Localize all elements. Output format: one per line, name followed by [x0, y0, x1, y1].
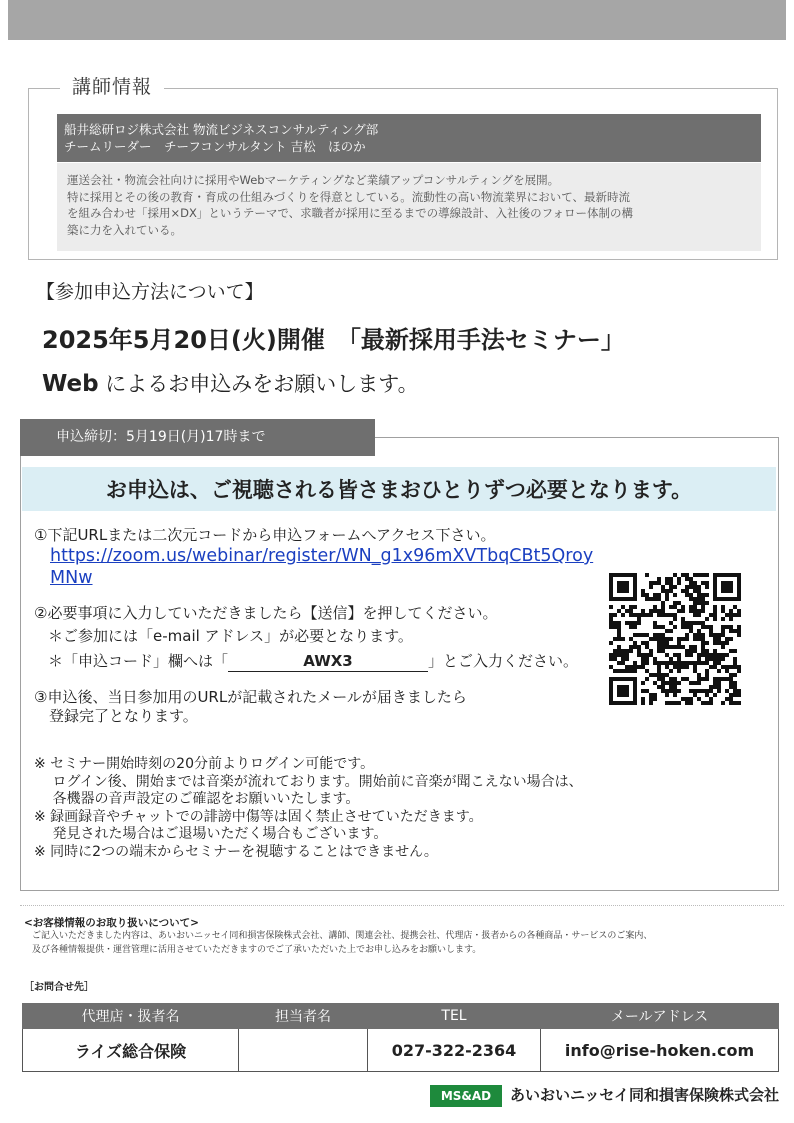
apply-heading: 【参加申込方法について】 — [36, 281, 264, 303]
instructor-title-wrap — [60, 72, 164, 102]
notice-text: お申込は、ご視聴される皆さまおひとりずつ必要となります。 — [105, 478, 693, 502]
deadline-tab: 申込締切：5月19日(月)17時まで — [20, 419, 375, 456]
step-1: ①下記URLまたは二次元コードから申込フォームへアクセス下さい。 — [34, 526, 496, 544]
msad-logo: MS&AD — [430, 1085, 502, 1107]
instructor-section-title: 講師情報 — [72, 76, 153, 98]
instructor-name-line: チームリーダー チーフコンサルタント 吉松 ほのか — [64, 139, 366, 154]
profile-line: を組み合わせ「採用×DX」というテーマで、求職者が採用に至るまでの導線設計、入社後のフォロー体制の構 — [67, 206, 634, 220]
web-apply-text: によるお申込みをお願いします。 — [98, 372, 419, 396]
email-required-note: ＊ご参加には「e-mail アドレス」が必要となります。 — [48, 627, 413, 645]
top-banner — [8, 0, 786, 40]
contact-row — [23, 1029, 779, 1072]
code-instruction — [48, 652, 578, 672]
code-suffix: 」とご入力ください。 — [428, 652, 579, 670]
agency-name: ライズ総合保険 — [23, 1029, 239, 1072]
note-line: ※ 同時に2つの端末からセミナーを視聴することはできません。 — [34, 843, 438, 860]
email-address[interactable]: info@rise-hoken.com — [541, 1029, 779, 1072]
step-2: ②必要事項に入力していただきましたら【送信】を押してください。 — [34, 604, 498, 622]
note-line: ログイン後、開始までは音楽が流れております。開始前に音楽が聞こえない場合は、 — [34, 773, 583, 790]
instructor-profile — [57, 163, 761, 251]
step-3-line: ③申込後、当日参加用のURLが記載されたメールが届きましたら — [34, 688, 467, 706]
col-agency: 代理店・扱者名 — [23, 1004, 239, 1029]
contact-title: ［お問合せ先］ — [24, 982, 94, 993]
person-name — [239, 1029, 368, 1072]
step-3 — [34, 688, 467, 726]
privacy-line: 及び各種情報提供・運営管理に活用させていただきますのでご了承いただいた上でお申し込みをお願いします。 — [32, 944, 482, 955]
profile-line: 特に採用とその後の教育・育成の仕組みづくりを得意としている。流動性の高い物流業界において、最新時流 — [67, 189, 631, 204]
register-url-link[interactable]: https://zoom.us/webinar/register/WN_g1x96mXVTbqCBt5QroyMNw — [50, 546, 594, 588]
privacy-line: ご記入いただきました内容は、あいおいニッセイ同和損害保険株式会社、講師、関連会社、提携会社、代理店・扱者からの各種商品・サービスのご案内、 — [32, 931, 653, 941]
company-name: あいおいニッセイ同和損害保険株式会社 — [510, 1086, 779, 1104]
instructor-company-line: 船井総研ロジ株式会社 物流ビジネスコンサルティング部 — [64, 122, 379, 137]
note-line: 各機器の音声設定のご確認をお願いいたします。 — [34, 791, 360, 808]
profile-line: 運送会社・物流会社向けに採用やWebマーケティングなど業績アップコンサルティングを展開。 — [67, 173, 560, 187]
col-tel: TEL — [368, 1004, 541, 1029]
code-prefix: ＊「申込コード」欄へは「 — [48, 652, 229, 670]
web-label: Web — [42, 371, 99, 397]
note-line: ※ セミナー開始時刻の20分前よりログイン可能です。 — [34, 756, 375, 772]
privacy-title: <お客様情報のお取り扱いについて> — [24, 917, 199, 929]
application-code: AWX3 — [228, 652, 428, 672]
tel-number: 027-322-2364 — [368, 1029, 541, 1072]
note-line: 発見された場合はご退場いただく場合もございます。 — [34, 826, 388, 843]
event-title: 2025年5月20日(火)開催 「最新採用手法セミナー」 — [42, 326, 625, 354]
notes-list — [34, 756, 583, 862]
profile-line: 築に力を入れている。 — [67, 222, 182, 237]
contact-header-row — [23, 1004, 779, 1029]
web-apply-line — [42, 368, 419, 398]
col-email: メールアドレス — [541, 1004, 779, 1029]
step-3-line: 登録完了となります。 — [34, 707, 198, 725]
instructor-header — [57, 114, 761, 162]
note-line: ※ 録画録音やチャットでの誹謗中傷等は固く禁止させていただきます。 — [34, 808, 483, 825]
privacy-text — [32, 930, 792, 957]
contact-table — [22, 1003, 779, 1072]
qr-code[interactable] — [609, 573, 741, 705]
col-person: 担当者名 — [239, 1004, 368, 1029]
divider — [20, 905, 784, 906]
